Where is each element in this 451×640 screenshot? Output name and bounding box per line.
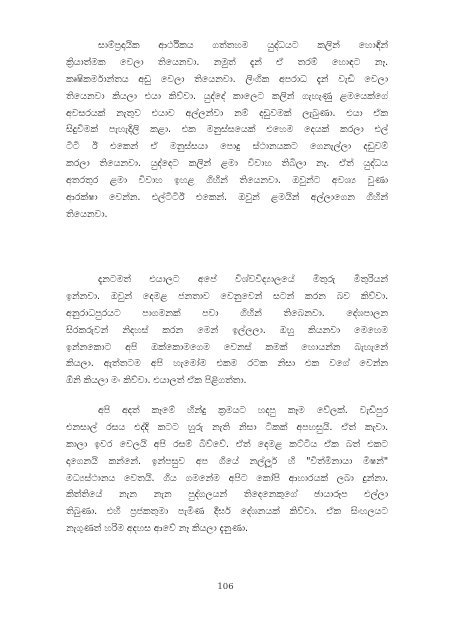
- text-line: දැනටමත් එයාලට අපේ විශ්වවිද්‍යාලයේ මිතුරු මිතුරියන්: [98, 274, 388, 285]
- text-line: සිරකරුවන් නිදහස් කරන මෙන් ඉල්ලලා. ඔහු කියනවා මෙහෙම: [66, 324, 388, 336]
- text-line: සාම්ප්‍රදායික ආර්ථිකය ගත්තහම යුද්ධයට කලින් හොඳින්: [98, 40, 388, 51]
- text-line: අපි අදත් කෑමේ හින්දු ක්‍රමයට හදපු කෑම වේලක්. වැඩිපුර: [98, 405, 388, 416]
- text-line: එනසාල් රසය එද්දි කටට හුරු නැති නිසා ටිකක් අපහසුයි. ඒත් කැවා.: [66, 421, 388, 433]
- text-line: අතරතුර ළමා විවාහ ඉහළ ගිහින් තියෙනවා. ඔවුන්ට අවශ්‍ය වුණා: [66, 175, 388, 187]
- text-line: කියලා. ඇත්තටම අපි හැමෝම එකම රටක නිසා එක වගේ වෙන්න: [66, 358, 388, 370]
- text-line: ඉන්නකොට අපි ඔක්කොමගෙම වෙනස් කමක් හොයන්න බැහැනේ: [66, 341, 388, 353]
- text-line: කාලා ඉවර වෙලයි අපි රසම් බිව්වේ. ඒත් දෙමළ කට්ටිය ඒක බත් එකට: [66, 438, 388, 450]
- text-line: ආරක්ෂා වෙන්න. එල්ටීටීඊ එකෙන්. ඔවුන් ළමයින් අල්ලාගෙන ගිහින්: [66, 192, 388, 204]
- text-line: කෘෂිකර්මාන්තය අඩු වෙලා තියෙනවා. ලිංගික අපරාධ දැන් වැඩි වෙලා: [66, 73, 388, 85]
- text-line: ටීටී ඊ එකෙන් ඒ මනුස්සයා පොදු ස්ථානයකට ගෙනැල්ලා දඩුවම්: [66, 141, 388, 153]
- text-line: ඉන්නවා. ඔවුන් දෙමළ ජනතාව වෙනුවෙන් සටන් කරන බව කිව්වා.: [66, 290, 388, 302]
- text-line: දාගෙනයි කන්නේ. ඉන්පසුව අප ගියේ නල්ලූර් හි "විත්මිනායා මිෂන්": [66, 455, 388, 467]
- paragraph-1: [66, 38, 388, 224]
- text-line: තිබුණා. එහි ප්‍රජකතුමා පැමිණ දීර්ඝ දේශනයක් කිව්වා. ඒක සිංහලයට: [66, 506, 388, 518]
- page-number: 106: [217, 582, 234, 592]
- paragraph-2: [66, 272, 388, 390]
- text-line: ක්‍රියාත්මක වෙලා තියෙනවා. නමුත් දැන් ඒ තරම් හොඳට නෑ.: [66, 56, 388, 68]
- text-line: කරලා තියෙනවා. යුද්දෙට කලින් ළමා විවාහ තිබිලා නෑ. ඒත් යුද්ධය: [66, 158, 388, 170]
- text-line: අනුරාධපුරයට පාගමනක් පවා ගිහින් තිබෙනවා. දේශපාලන: [66, 307, 388, 319]
- text-line: කිත්තියේ නැන නැන පුද්ගලයන් තිදෙනෙකුගේ ඡායාරූප එල්ලා: [66, 489, 388, 501]
- text-line: තියෙනවා.: [66, 208, 108, 220]
- text-line: සිදුවීමක් පැහැදිලි කළා. එක මනුස්සයෙක් එහෙම දෙයක් කරලා එල්: [66, 124, 388, 136]
- text-line: ඕනි කියලා මං කිව්වා. එයාලත් ඒක පිළිගත්තා.: [66, 375, 247, 387]
- text-line: මධ්‍යස්ථානය වෙතයි. ගිය ගමනේම අපිට කෝපි ආහාරයක් ලබා දුන්නා.: [66, 472, 388, 484]
- text-line: අවසරයක් නැතුව එයාව අල්ලන්වා නම් දඩුවමක් ලැබුණා. එයා ඒක: [66, 107, 388, 119]
- paragraph-3: [66, 403, 388, 538]
- text-line: තියෙනවා කියලා එයා කිව්වා. යුද්දේ කාලෙට කලින් ගැහැණු ළමයෙක්ගේ: [66, 90, 388, 102]
- text-line: නැගුණත් හරිම අදහස ආවේ නෑ කියලා දැනුණා.: [66, 523, 248, 535]
